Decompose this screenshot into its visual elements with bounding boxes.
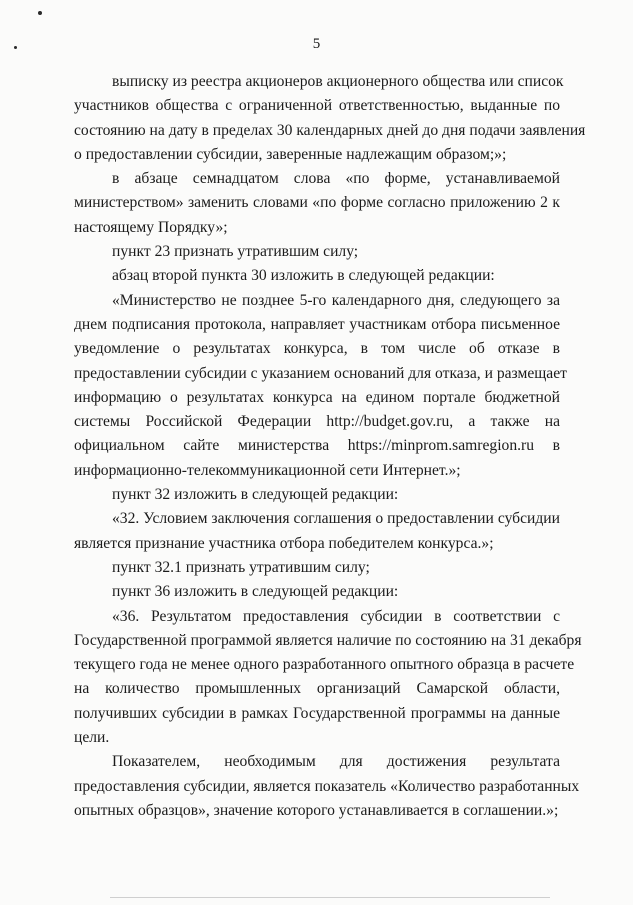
text-line: уведомление о результатах конкурса, в том числе об отказе в bbox=[74, 340, 560, 358]
text-line: пункт 32 изложить в следующей редакции: bbox=[112, 486, 399, 504]
text-line: цели. bbox=[74, 729, 110, 747]
text-line: опытных образцов», значение которого устанавливается в соглашении.»; bbox=[74, 801, 559, 819]
text-line: информационно-телекоммуникационной сети Интернет.»; bbox=[74, 461, 461, 479]
text-line: является признание участника отбора победителем конкурса.»; bbox=[74, 534, 494, 552]
text-line: в абзаце семнадцатом слова «по форме, устанавливаемой bbox=[112, 170, 560, 188]
text-line: участников общества с ограниченной ответственностью, выданные по bbox=[74, 97, 560, 115]
text-line: пункт 36 изложить в следующей редакции: bbox=[112, 583, 399, 601]
text-line: настоящему Порядку»; bbox=[74, 218, 228, 236]
text-line: днем подписания протокола, направляет участникам отбора письменное bbox=[74, 315, 560, 333]
text-line: Показателем, необходимым для достижения результата bbox=[112, 753, 560, 771]
text-line: «36. Результатом предоставления субсидии в соответствии с bbox=[112, 607, 560, 625]
text-line: на количество промышленных организаций Самарской области, bbox=[74, 680, 560, 698]
text-line: пункт 32.1 признать утратившим силу; bbox=[112, 558, 370, 576]
document-body bbox=[74, 70, 586, 823]
text-line: Государственной программой является наличие по состоянию на 31 декабря bbox=[74, 631, 582, 649]
text-line: получивших субсидии в рамках Государственной программы на данные bbox=[74, 704, 560, 722]
text-line: о предоставлении субсидии, заверенные надлежащим образом;»; bbox=[74, 145, 507, 163]
scan-speck bbox=[38, 11, 42, 15]
page-number: 5 bbox=[312, 36, 321, 52]
text-line: системы Российской Федерации http://budget.gov.ru, а также на bbox=[74, 413, 560, 431]
text-line: официальном сайте министерства https://minprom.samregion.ru в bbox=[74, 437, 560, 455]
text-line: предоставления субсидии, является показатель «Количество разработанных bbox=[74, 777, 580, 795]
text-line: «Министерство не позднее 5-го календарного дня, следующего за bbox=[112, 291, 560, 309]
text-line: текущего года не менее одного разработанного опытного образца в расчете bbox=[74, 656, 575, 674]
text-line: абзац второй пункта 30 изложить в следующей редакции: bbox=[112, 267, 495, 285]
text-line: информацию о результатах конкурса на едином портале бюджетной bbox=[74, 388, 560, 406]
text-line: состоянию на дату в пределах 30 календарных дней до дня подачи заявления bbox=[74, 121, 586, 139]
text-line: выписку из реестра акционеров акционерного общества или список bbox=[112, 73, 564, 90]
scan-edge-line bbox=[110, 897, 550, 898]
text-line: «32. Условием заключения соглашения о предоставлении субсидии bbox=[112, 510, 560, 528]
text-line: министерством» заменить словами «по форме согласно приложению 2 к bbox=[74, 194, 560, 212]
text-line: пункт 23 признать утратившим силу; bbox=[112, 243, 359, 261]
text-line: предоставлении субсидии с указанием оснований для отказа, и размещает bbox=[74, 364, 567, 382]
